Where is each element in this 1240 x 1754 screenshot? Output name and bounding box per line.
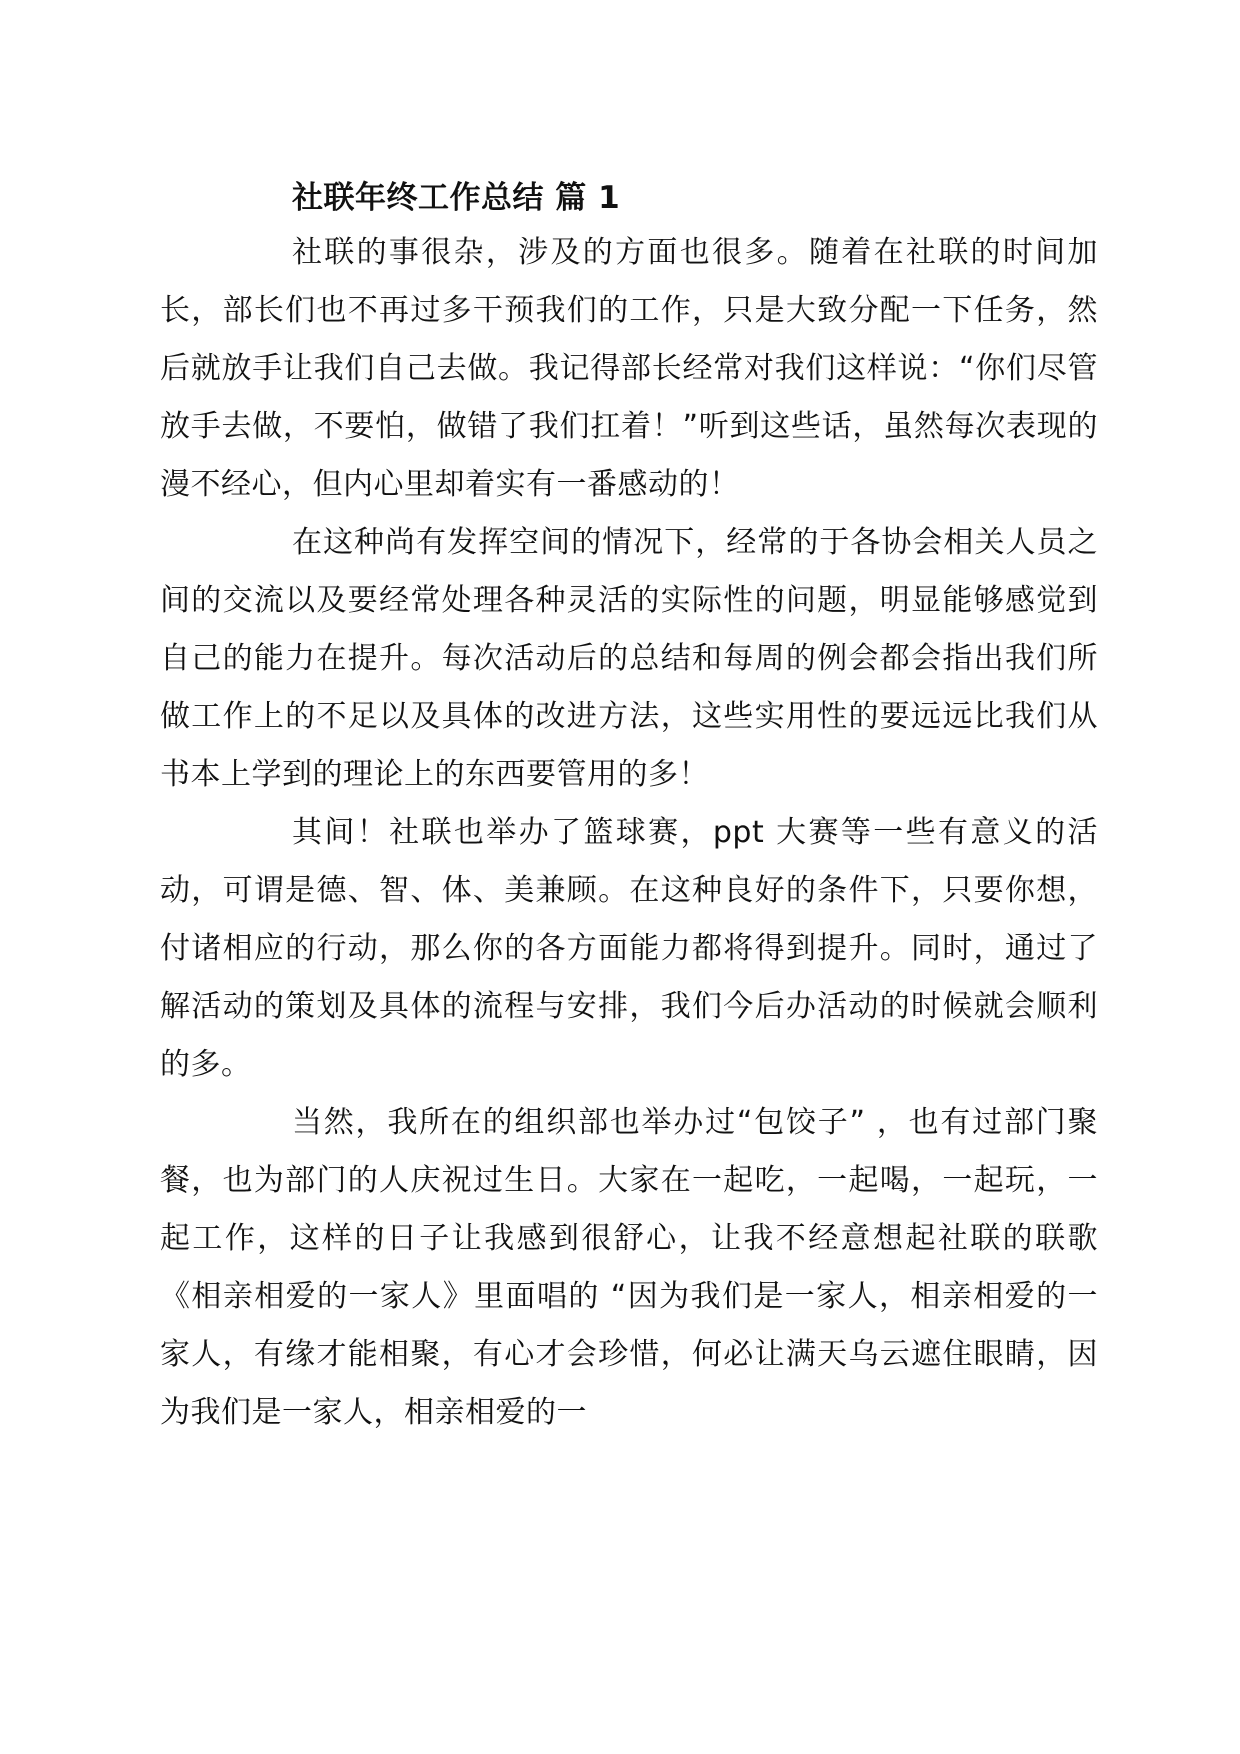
paragraph-2: 在这种尚有发挥空间的情况下，经常的于各协会相关人员之间的交流以及要经常处理各种灵活的实际性的问题，明显能够感觉到自己的能力在提升。每次活动后的总结和每周的例会都会指出我们所做工作上的不足以及具体的改进方法，这些实用性的要远远比我们从书本上学到的理论上的东西要管用的多！ — [160, 525, 1098, 792]
paragraph-4: 当然，我所在的组织部也举办过“包饺子” ，也有过部门聚餐，也为部门的人庆祝过生日。大家在一起吃，一起喝，一起玩，一起工作，这样的日子让我感到很舒心，让我不经意想起社联的联歌《相亲相爱的一家人》里面唱的 “因为我们是一家人，相亲相爱的一家人，有缘才能相聚，有心才会珍惜，何必让满天乌云遮住眼睛，因为我们是一家人，相亲相爱的一 — [160, 1105, 1098, 1430]
document-title: 社联年终工作总结 篇 1 — [292, 180, 621, 216]
paragraph-3: 其间！社联也举办了篮球赛，ppt 大赛等一些有意义的活动，可谓是德、智、体、美兼顾。在这种良好的条件下，只要你想，付诸相应的行动，那么你的各方面能力都将得到提升。同时，通过了解活动的策划及具体的流程与安排，我们今后办活动的时候就会顺利的多。 — [160, 815, 1098, 1082]
paragraph-1: 社联的事很杂，涉及的方面也很多。随着在社联的时间加长，部长们也不再过多干预我们的工作，只是大致分配一下任务，然后就放手让我们自己去做。我记得部长经常对我们这样说：“你们尽管放手去做，不要怕，做错了我们扛着！”听到这些话，虽然每次表现的漫不经心，但内心里却着实有一番感动的！ — [160, 235, 1098, 502]
document-body — [160, 224, 1098, 1442]
